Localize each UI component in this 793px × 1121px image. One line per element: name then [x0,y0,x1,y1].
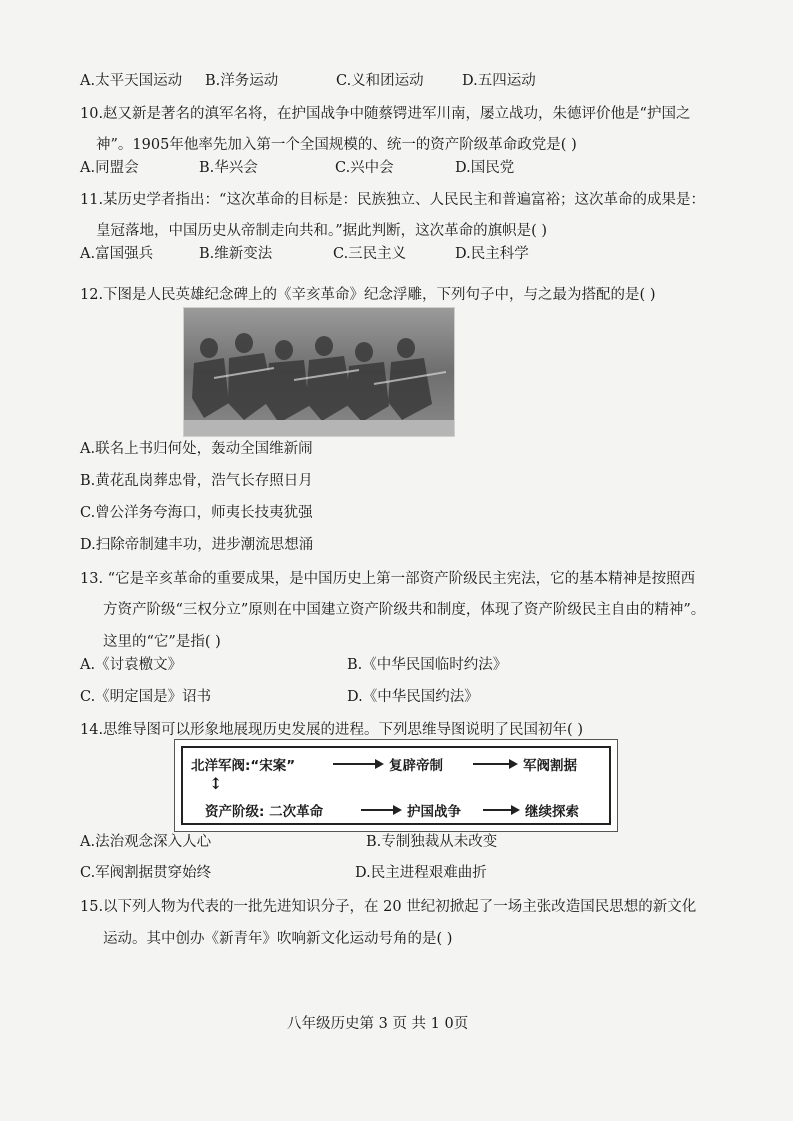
page-footer: 八年级历史第 3 页 共 1 0页 [287,1016,469,1032]
q11-stem-line1: 11.某历史学者指出：“这次革命的目标是：民族独立、人民民主和普遍富裕；这次革命的成果是： [80,192,705,208]
q12-option-c: C.曾公洋务夸海口，师夷长技夷犹强 [80,505,313,521]
q10-option-a: A.同盟会 [80,160,139,176]
q13-stem-line2: 方资产阶级“三权分立”原则在中国建立资产阶级共和制度，体现了资产阶级民主自由的精神”。 [103,602,706,618]
q13-option-b: B.《中华民国临时约法》 [347,657,508,673]
mind-map-diagram [174,739,618,832]
arrow-right-icon [483,809,517,811]
relief-sculpture-image [183,307,455,437]
mind-node-restoration: 复辟帝制 [389,758,443,774]
mind-node-beiyang: 北洋军阀:“宋案” [191,758,296,774]
q10-option-c: C.兴中会 [335,160,394,176]
q11-option-d: D.民主科学 [455,246,529,262]
q11-option-a: A.富国强兵 [80,246,154,262]
q15-stem-line2: 运动。其中创办《新青年》吹响新文化运动号角的是( ) [103,931,453,947]
mind-node-bourgeoisie: 资产阶级: 二次革命 [205,804,324,820]
arrow-right-icon [361,809,399,811]
q12-option-d: D.扫除帝制建丰功，进步潮流思想涌 [80,537,314,553]
q13-option-c: C.《明定国是》诏书 [80,689,212,705]
q10-option-d: D.国民党 [455,160,515,176]
q15-stem-line1: 15.以下列人物为代表的一批先进知识分子，在 20 世纪初掀起了一场主张改造国民思想的新文化 [80,899,697,915]
q14-option-a: A.法治观念深入人心 [80,834,212,850]
q9-option-a: A.太平天国运动 [80,73,183,89]
mind-node-protect-nation: 护国战争 [407,804,461,820]
q12-option-a: A.联名上书归何处，轰动全国维新闹 [80,441,313,457]
q9-option-d: D.五四运动 [462,73,536,89]
double-arrow-vertical-icon: ↕ [209,774,223,793]
q9-option-b: B.洋务运动 [205,73,279,89]
q11-option-c: C.三民主义 [333,246,407,262]
q10-stem-line1: 10.赵又新是著名的滇军名将，在护国战争中随蔡锷进军川南，屡立战功，朱德评价他是“护国之 [80,106,691,122]
q13-stem-line3: 这里的“它”是指( ) [103,634,221,650]
q13-stem-line1: 13. “它是辛亥革命的重要成果，是中国历史上第一部资产阶级民主宪法，它的基本精神是按照西 [80,571,696,587]
q9-option-c: C.义和团运动 [336,73,424,89]
q14-option-b: B.专制独裁从未改变 [366,834,498,850]
q14-option-c: C.军阀割据贯穿始终 [80,865,212,881]
mind-node-warlords: 军阀割据 [523,758,577,774]
q11-stem-line2: 皇冠落地，中国历史从帝制走向共和。”据此判断，这次革命的旗帜是( ) [96,223,548,239]
q12-option-b: B.黄花乱岗葬忠骨，浩气长存照日月 [80,473,313,489]
q11-option-b: B.维新变法 [199,246,273,262]
q10-option-b: B.华兴会 [199,160,258,176]
q12-stem: 12.下图是人民英雄纪念碑上的《辛亥革命》纪念浮雕，下列句子中，与之最为搭配的是( ) [80,287,656,303]
q10-stem-line2: 神”。1905年他率先加入第一个全国规模的、统一的资产阶级革命政党是( ) [96,137,577,153]
arrow-right-icon [333,763,381,765]
q13-option-a: A.《讨袁檄文》 [80,657,183,673]
q14-stem: 14.思维导图可以形象地展现历史发展的进程。下列思维导图说明了民国初年( ) [80,722,583,738]
q13-option-d: D.《中华民国约法》 [347,689,479,705]
arrow-right-icon [473,763,515,765]
q14-option-d: D.民主进程艰难曲折 [355,865,487,881]
mind-node-exploration: 继续探索 [525,804,579,820]
